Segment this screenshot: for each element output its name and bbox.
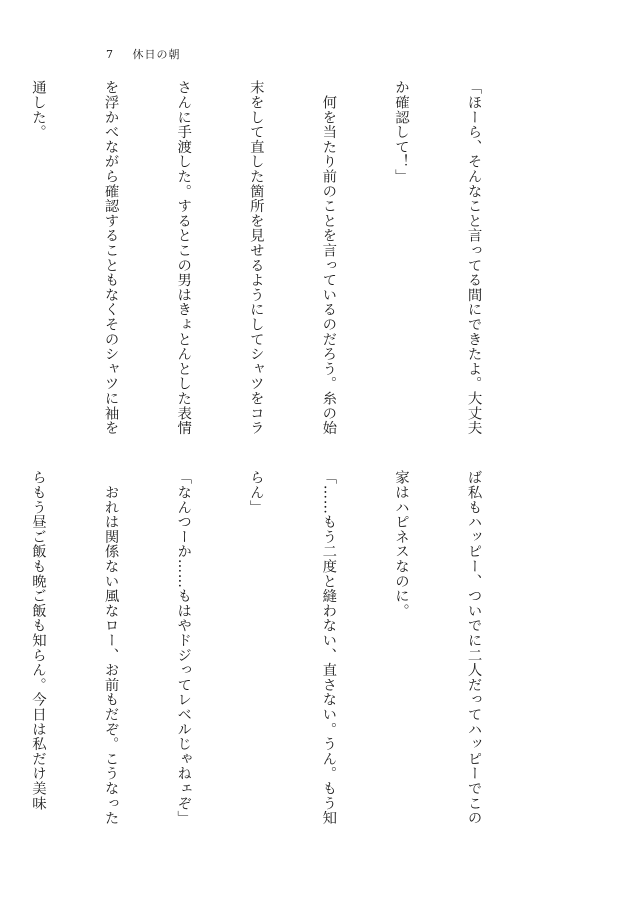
text-line: 末をして直した箇所を見せるようにしてシャツをコラ: [247, 80, 264, 436]
text-line: らん」: [247, 470, 264, 515]
running-header: [106, 46, 181, 62]
text-line: らもう昼ご飯も晩ご飯も知らん。今日は私だけ美味: [29, 470, 46, 811]
lower-text-block: [29, 470, 534, 838]
text-line: を浮かべながら確認することもなくそのシャツに袖を: [102, 80, 119, 436]
text-line: 「……もう二度と縫わない、直さない。うん。もう知: [320, 470, 337, 826]
text-line: 通した。: [29, 80, 46, 140]
chapter-title: 休日の朝: [132, 48, 181, 61]
upper-text-block: [29, 80, 534, 438]
text-line: 家はハピネスなのに。: [392, 470, 409, 618]
text-line: ば私もハッピー、ついでに二人だってハッピーでこの: [465, 470, 482, 826]
page-number: 7: [106, 48, 114, 61]
text-line: 「なんつーか……もはやドジってレベルじゃねェぞ」: [175, 470, 192, 826]
text-line: 「ほーら、そんなこと言ってる間にできたよ。大丈夫: [465, 80, 482, 436]
text-line: か確認して！」: [392, 80, 409, 184]
text-line: さんに手渡した。するとこの男はきょとんとした表情: [175, 80, 192, 436]
text-line: おれは関係ない風なロー、お前もだぞ。こうなった: [102, 470, 119, 826]
text-line: 何を当たり前のことを言っているのだろう。糸の始: [320, 80, 337, 436]
